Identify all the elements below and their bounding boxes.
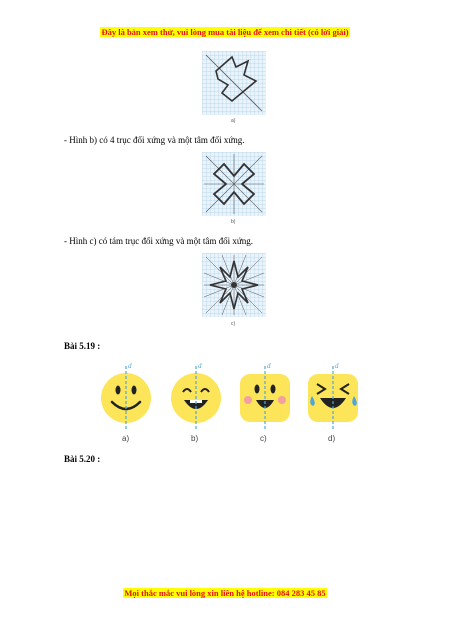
face-label-b: b) (191, 434, 199, 443)
figure-a (202, 51, 266, 115)
preview-notice-text: Đây là bản xem thử, vui lòng mua tài liệu để xem chi tiết (có lời giải) (101, 27, 349, 37)
svg-text:d: d (198, 362, 202, 370)
figure-b (202, 152, 266, 216)
hotline-footer-banner (0, 588, 450, 598)
exercise-5-20-heading: Bài 5.20 : (64, 454, 101, 464)
emoji-faces-drawing (98, 360, 368, 432)
text-line-b: - Hình b) có 4 trục đối xứng và một tâm đối xứng. (64, 135, 245, 145)
svg-text:d: d (267, 362, 271, 370)
preview-notice-banner (0, 27, 450, 37)
face-c-blush-icon (240, 362, 290, 430)
emoji-faces-figure (98, 360, 368, 432)
face-label-c: c) (260, 434, 267, 443)
face-label-a: a) (122, 434, 130, 443)
face-b-happy-icon (171, 362, 221, 430)
exercise-5-19-heading: Bài 5.19 : (64, 341, 101, 351)
face-label-d: d) (328, 434, 336, 443)
svg-text:d: d (335, 362, 339, 370)
text-line-c: - Hình c) có tám trục đối xứng và một tâm đối xứng. (64, 236, 253, 246)
face-d-laughing-icon (308, 362, 358, 430)
figure-b-label: b) (231, 219, 236, 225)
face-a-smile-icon (101, 362, 151, 430)
figure-c (202, 253, 266, 317)
figure-b-drawing (202, 152, 266, 216)
svg-text:d: d (128, 362, 132, 370)
hotline-text: Mọi thắc mắc vui lòng xin liên hệ hotline: 084 283 45 85 (124, 588, 326, 598)
figure-a-drawing (202, 51, 266, 115)
figure-c-drawing (202, 253, 266, 317)
figure-a-label: a) (231, 118, 236, 124)
figure-c-label: c) (231, 321, 236, 327)
